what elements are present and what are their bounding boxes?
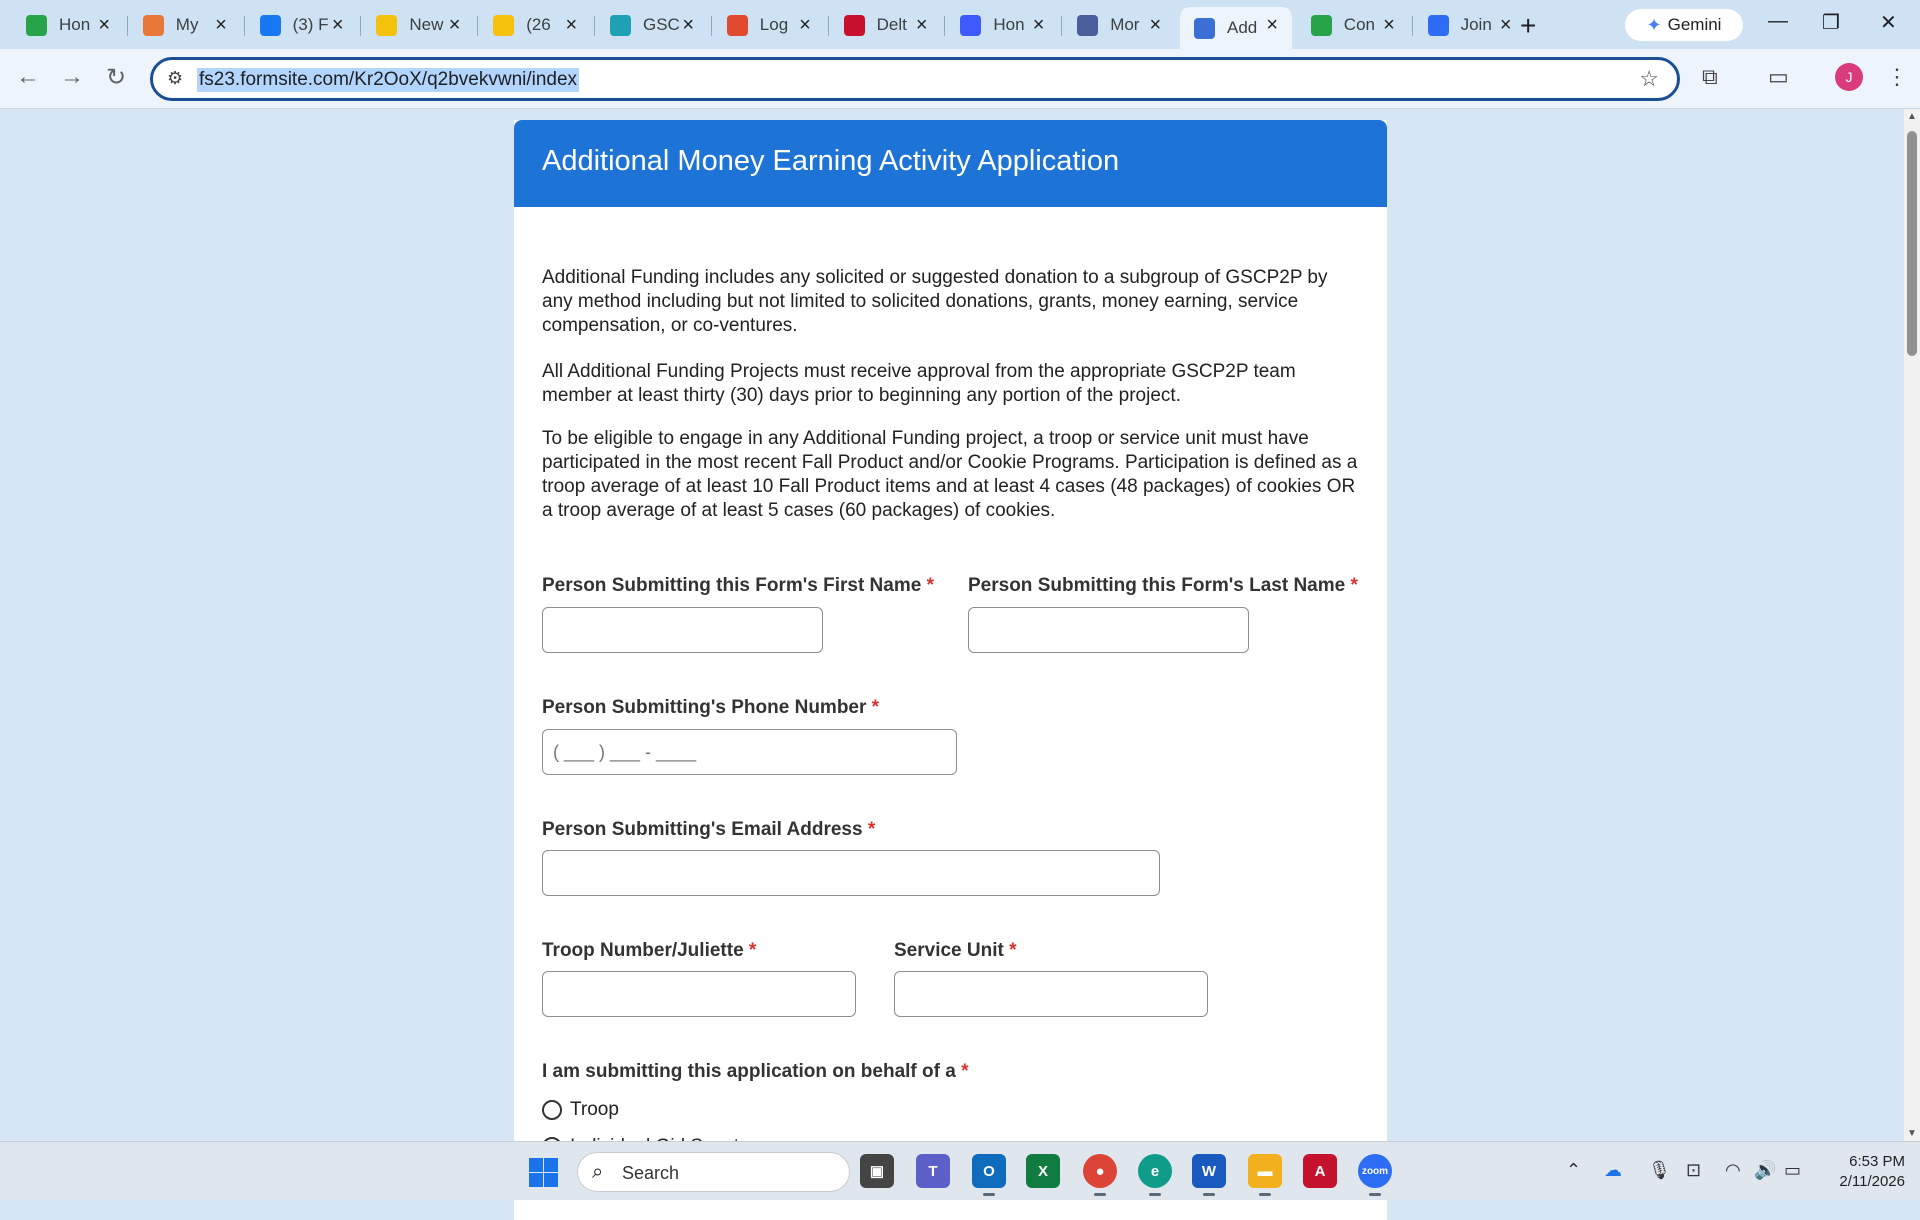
form-card: [514, 120, 1387, 1220]
chrome-icon[interactable]: ●: [1083, 1154, 1117, 1188]
troop-label-text: Troop Number/Juliette: [542, 940, 744, 961]
tab-label: (3) F: [292, 15, 329, 34]
form-header: [514, 120, 1387, 207]
tab-separator: [1412, 16, 1413, 36]
lifebuoy-icon: [727, 15, 748, 36]
browser-toolbar: [0, 49, 1920, 109]
delta-icon: [844, 15, 865, 36]
tab-label: Log: [759, 15, 789, 34]
radio-troop[interactable]: [542, 1099, 619, 1121]
address-bar[interactable]: [150, 57, 1680, 101]
close-tab-icon[interactable]: ×: [915, 14, 928, 36]
close-tab-icon[interactable]: ×: [98, 14, 110, 36]
tab-label: Hon: [993, 15, 1025, 34]
close-tab-icon[interactable]: ×: [1149, 14, 1162, 36]
aol-icon: [376, 15, 397, 36]
close-tab-icon[interactable]: ×: [215, 14, 227, 36]
browser-tab[interactable]: [1297, 7, 1409, 43]
url-text[interactable]: fs23.formsite.com/Kr2OoX/q2bvekvwni/index: [199, 69, 578, 90]
tab-separator: [244, 16, 245, 36]
tab-separator: [127, 16, 128, 36]
required-marker: *: [1009, 940, 1017, 961]
excel-icon[interactable]: X: [1026, 1154, 1060, 1188]
required-marker: *: [748, 940, 757, 961]
close-tab-icon[interactable]: ×: [1266, 14, 1278, 36]
device-icon[interactable]: ⊡: [1686, 1160, 1702, 1180]
close-tab-icon[interactable]: ×: [1032, 14, 1045, 36]
browser-tab[interactable]: [1180, 7, 1292, 49]
tab-label: Hon: [59, 15, 91, 34]
browser-tab[interactable]: [129, 7, 241, 43]
radio-circle-icon[interactable]: [542, 1100, 562, 1120]
circle-c-icon: [960, 15, 981, 36]
microphone-icon[interactable]: 🎙: [1648, 1160, 1671, 1180]
wifi-icon[interactable]: ◠: [1725, 1160, 1741, 1180]
browser-tab[interactable]: [830, 7, 942, 43]
edge-icon[interactable]: e: [1138, 1154, 1172, 1188]
last-name-field[interactable]: [968, 607, 1249, 653]
windows-start-icon[interactable]: [529, 1158, 558, 1187]
tab-label: Join: [1460, 15, 1492, 34]
behalf-label-text: I am submitting this application on behalf of a: [542, 1061, 956, 1082]
shamrock-icon: [26, 15, 47, 36]
tab-label: Mor: [1110, 15, 1140, 34]
browser-tab[interactable]: [246, 7, 358, 43]
required-marker: *: [926, 575, 934, 596]
gemini-star-icon: ✦: [1646, 14, 1662, 35]
back-icon[interactable]: ←: [16, 63, 40, 90]
taskbar-search[interactable]: [577, 1152, 850, 1192]
browser-tab[interactable]: [1414, 7, 1526, 43]
close-tab-icon[interactable]: ×: [1383, 14, 1395, 36]
browser-tab[interactable]: [596, 7, 708, 43]
volume-icon[interactable]: 🔊: [1754, 1160, 1777, 1180]
search-icon: ⌕: [592, 1161, 604, 1183]
clock-date: 2/11/2026: [1839, 1173, 1905, 1190]
close-tab-icon[interactable]: ×: [799, 14, 811, 36]
site-info-icon[interactable]: ⚙: [167, 68, 184, 88]
intro-paragraph: Additional Funding includes any solicited or suggested donation to a subgroup of GSCP2P by any method including but not limited to solicited donations, grants, money earning, service compensation, or co-ventures.: [542, 267, 1328, 336]
phone-label: [542, 697, 879, 719]
page-scrollbar[interactable]: [1904, 109, 1920, 1141]
facebook-icon: [260, 15, 281, 36]
service-unit-label-text: Service Unit: [894, 940, 1004, 961]
clock-time: 6:53 PM: [1849, 1153, 1905, 1170]
required-marker: *: [1350, 575, 1358, 596]
browser-tab[interactable]: [479, 7, 591, 43]
radio-label: Troop: [570, 1099, 619, 1120]
shamrock-icon: [1311, 15, 1332, 36]
onedrive-icon[interactable]: ☁: [1604, 1160, 1622, 1180]
chevron-up-icon[interactable]: ⌃: [1566, 1160, 1582, 1180]
minimize-icon[interactable]: —: [1768, 10, 1788, 32]
forward-icon[interactable]: →: [60, 63, 84, 90]
phone-field[interactable]: [542, 729, 957, 775]
phone-label-text: Person Submitting's Phone Number: [542, 697, 867, 718]
browser-tab[interactable]: [946, 7, 1058, 43]
page-viewport: [0, 109, 1904, 1141]
printer-icon: [1077, 15, 1098, 36]
tab-label: GSC: [643, 15, 680, 34]
required-marker: *: [961, 1061, 969, 1082]
windows-taskbar: [0, 1141, 1920, 1200]
new-tab-button[interactable]: +: [1520, 10, 1537, 41]
scrollbar-thumb[interactable]: [1907, 131, 1917, 356]
tab-separator: [828, 16, 829, 36]
zoom-icon: [1428, 15, 1449, 36]
battery-icon[interactable]: ▭: [1784, 1160, 1802, 1180]
browser-tab[interactable]: [1063, 7, 1175, 43]
scroll-down-icon[interactable]: ▼: [1907, 1128, 1917, 1139]
tab-label: Con: [1343, 15, 1375, 34]
browser-tab[interactable]: [362, 7, 474, 43]
intro-paragraph: To be eligible to engage in any Additional Funding project, a troop or service unit must have participated in the most recent Fall Product and/or Cookie Programs. Participation is defined as a troop average of at least 10 Fall Product items and at least 4 cases (48 packages) of cookies OR a troop average of at least 5 cases (60 packages) of cookies.: [542, 428, 1358, 521]
zoom-icon[interactable]: zoom: [1358, 1154, 1392, 1188]
bookmark-star-icon[interactable]: ☆: [1639, 66, 1659, 91]
close-window-icon[interactable]: ✕: [1880, 12, 1897, 34]
email-field[interactable]: [542, 850, 1160, 896]
reload-icon[interactable]: ↻: [106, 64, 127, 91]
browser-tab-strip: [0, 0, 1920, 49]
gemini-button[interactable]: [1625, 9, 1743, 41]
gears-icon: [143, 15, 164, 36]
file-explorer-icon[interactable]: ▬: [1248, 1154, 1282, 1188]
tab-separator: [477, 16, 478, 36]
first-name-label-text: Person Submitting this Form's First Name: [542, 575, 922, 596]
tab-separator: [944, 16, 945, 36]
required-marker: *: [871, 697, 880, 718]
outlook-icon[interactable]: O: [972, 1154, 1006, 1188]
restore-icon[interactable]: ❐: [1822, 12, 1840, 34]
first-name-label: [542, 575, 934, 597]
menu-icon[interactable]: ⋮: [1886, 64, 1908, 89]
tab-search-icon[interactable]: ▭: [1768, 64, 1789, 89]
scroll-up-icon[interactable]: ▲: [1907, 111, 1917, 122]
gsc-icon: [610, 15, 631, 36]
tab-separator: [594, 16, 595, 36]
tab-label: (26: [526, 15, 551, 34]
close-tab-icon[interactable]: ×: [682, 14, 694, 36]
aol-icon: [493, 15, 514, 36]
avatar[interactable]: J: [1835, 63, 1863, 91]
last-name-label-text: Person Submitting this Form's Last Name: [968, 575, 1346, 596]
service-unit-field[interactable]: [894, 971, 1208, 1017]
close-tab-icon[interactable]: ×: [1499, 14, 1512, 36]
email-label-text: Person Submitting's Email Address: [542, 819, 863, 840]
browser-tab[interactable]: [713, 7, 825, 43]
troop-label: [542, 940, 756, 962]
behalf-label: [542, 1061, 969, 1083]
browser-tab[interactable]: [12, 7, 124, 43]
tab-label: New: [409, 15, 444, 34]
tab-label: My: [175, 15, 199, 34]
last-name-label: [968, 575, 1358, 597]
close-tab-icon[interactable]: ×: [331, 14, 344, 36]
teams-icon[interactable]: T: [916, 1154, 950, 1188]
extensions-icon[interactable]: ⧉: [1702, 64, 1718, 89]
close-tab-icon[interactable]: ×: [448, 14, 461, 36]
search-label: Search: [622, 1163, 680, 1183]
tab-label: Add: [1227, 18, 1258, 37]
tab-separator: [711, 16, 712, 36]
close-tab-icon[interactable]: ×: [565, 14, 578, 36]
acrobat-icon[interactable]: A: [1303, 1154, 1337, 1188]
task-view-icon[interactable]: ▣: [860, 1154, 894, 1188]
clock[interactable]: [1825, 1152, 1905, 1192]
first-name-field[interactable]: [542, 607, 823, 653]
tab-label: Delt: [876, 15, 907, 34]
tab-separator: [360, 16, 361, 36]
tab-separator: [1061, 16, 1062, 36]
word-icon[interactable]: W: [1192, 1154, 1226, 1188]
service-unit-label: [894, 940, 1017, 962]
form-icon: [1194, 18, 1215, 39]
email-label: [542, 819, 875, 841]
troop-number-field[interactable]: [542, 971, 856, 1017]
gemini-label: Gemini: [1667, 15, 1722, 34]
required-marker: *: [867, 819, 876, 840]
intro-paragraph: All Additional Funding Projects must receive approval from the appropriate GSCP2P team member at least thirty (30) days prior to beginning any portion of the project.: [542, 361, 1296, 406]
page-title: Additional Money Earning Activity Application: [542, 145, 1120, 177]
